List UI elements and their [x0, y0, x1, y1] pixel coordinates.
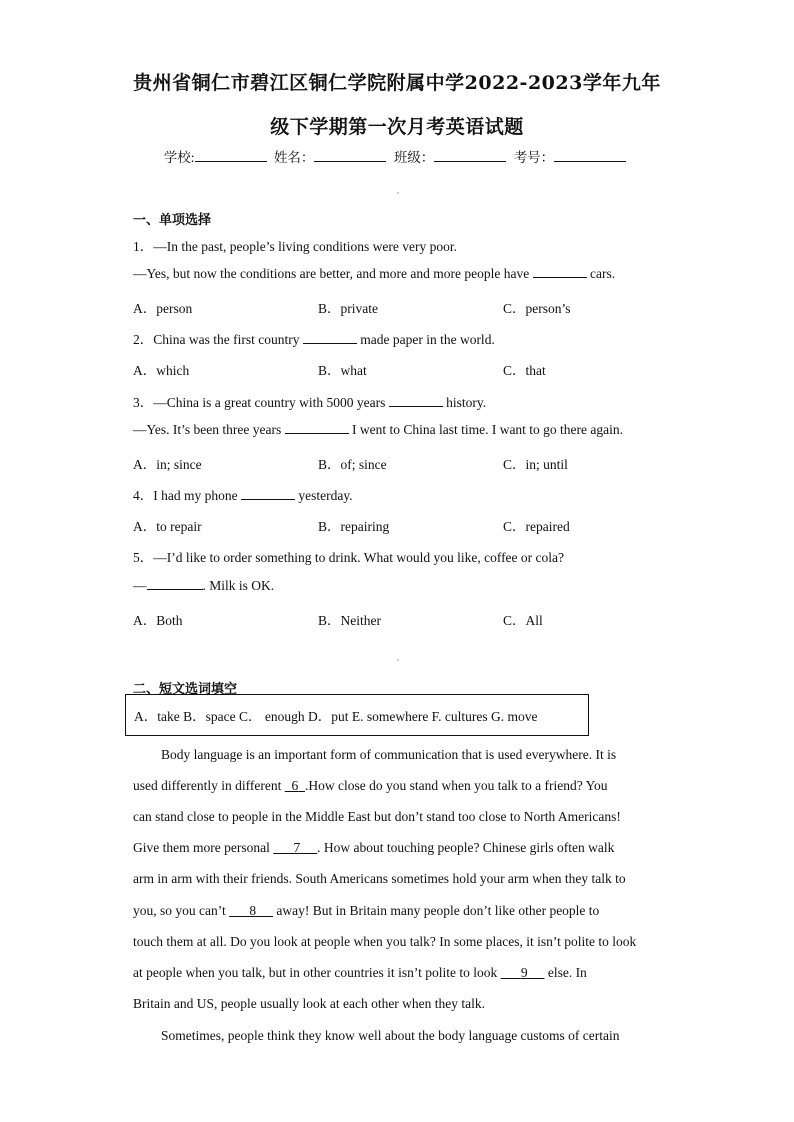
q5-option-b[interactable]: B．Neither [318, 613, 381, 628]
q5-option-a[interactable]: A．Both [133, 613, 183, 628]
class-blank[interactable] [434, 149, 506, 162]
q1-line2: —Yes, but now the conditions are better, and more and more people have cars. [133, 266, 616, 281]
passage-line: Give them more personal 7 . How about touching people? Chinese girls often walk [133, 840, 615, 855]
passage-line: Britain and US, people usually look at each other when they talk. [133, 996, 486, 1011]
q4-line: 4．I had my phone yesterday. [133, 488, 353, 503]
scan-dot [397, 659, 399, 661]
passage-line: you, so you can’t 8 away! But in Britain many people don’t like other people to [133, 903, 600, 918]
section1-heading: 一、单项选择 [133, 213, 212, 228]
blank-6[interactable]: 6 [291, 778, 299, 793]
blank-7[interactable]: 7 [293, 840, 301, 855]
passage-line: arm in arm with their friends. South Americans sometimes hold your arm when they talk to [133, 871, 626, 886]
passage-line: touch them at all. Do you look at people when you talk? In some places, it isn’t polite to look [133, 934, 637, 949]
section2-heading: 二、短文选词填空 [133, 682, 238, 697]
q3-line1: 3．—China is a great country with 5000 years history. [133, 395, 487, 410]
student-info-row [0, 146, 794, 166]
q2-line: 2．China was the first country made paper in the world. [133, 332, 495, 347]
q1-line1: 1．—In the past, people’s living conditions were very poor. [133, 239, 457, 254]
passage-line: Sometimes, people think they know well about the body language customs of certain [161, 1028, 620, 1043]
passage-line: Body language is an important form of communication that is used everywhere. It is [161, 747, 617, 762]
exam-title-line2: 级下学期第一次月考英语试题 [270, 116, 524, 138]
answer-blank[interactable] [533, 266, 587, 278]
answer-blank[interactable] [241, 488, 295, 500]
passage-line: used differently in different 6 .How close do you stand when you talk to a friend? You [133, 778, 608, 793]
q1-option-c[interactable]: C．person’s [503, 301, 571, 316]
q2-option-a[interactable]: A．which [133, 363, 190, 378]
q3-option-c[interactable]: C．in; until [503, 457, 568, 472]
answer-blank[interactable] [389, 395, 443, 407]
q3-line2: —Yes. It’s been three years I went to China last time. I want to go there again. [133, 422, 624, 437]
scan-dot [397, 192, 399, 194]
word-bank-box: A．take B．space C． enough D．put E. somewhere F. cultures G. move [125, 694, 589, 736]
q5-line2: — . Milk is OK. [133, 578, 275, 593]
exam-no-blank[interactable] [554, 149, 626, 162]
name-label: 姓名： [273, 150, 315, 165]
blank-8[interactable]: 8 [249, 903, 257, 918]
answer-blank[interactable] [285, 422, 349, 434]
answer-blank[interactable] [147, 578, 203, 590]
q4-option-c[interactable]: C．repaired [503, 519, 570, 534]
q2-option-c[interactable]: C．that [503, 363, 546, 378]
exam-no-label: 考号： [513, 150, 555, 165]
name-blank[interactable] [314, 149, 386, 162]
class-label: 班级： [393, 150, 435, 165]
q4-option-b[interactable]: B．repairing [318, 519, 390, 534]
q2-option-b[interactable]: B．what [318, 363, 367, 378]
school-label: 学校: [163, 150, 195, 165]
q5-option-c[interactable]: C．All [503, 613, 543, 628]
q3-option-a[interactable]: A．in; since [133, 457, 202, 472]
q3-option-b[interactable]: B．of; since [318, 457, 387, 472]
school-blank[interactable] [195, 149, 267, 162]
passage-line: at people when you talk, but in other countries it isn’t polite to look 9 else. In [133, 965, 587, 980]
blank-9[interactable]: 9 [520, 965, 528, 980]
q1-option-b[interactable]: B．private [318, 301, 378, 316]
answer-blank[interactable] [303, 332, 357, 344]
exam-title-line1: 贵州省铜仁市碧江区铜仁学院附属中学2022-2023学年九年 [133, 72, 661, 94]
q5-line1: 5．—I’d like to order something to drink. What would you like, coffee or cola? [133, 550, 565, 565]
q4-option-a[interactable]: A．to repair [133, 519, 202, 534]
q1-option-a[interactable]: A．person [133, 301, 193, 316]
passage-line: can stand close to people in the Middle East but don’t stand too close to North Americans! [133, 809, 621, 824]
